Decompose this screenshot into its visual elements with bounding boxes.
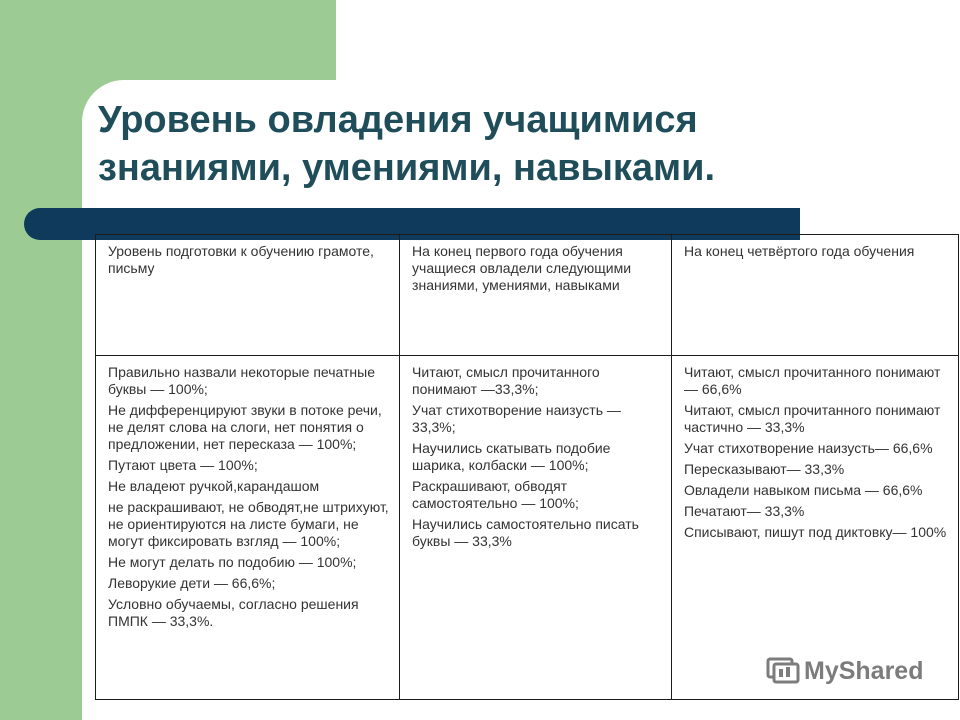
list-item: Пересказывают— 33,3% [683, 461, 845, 477]
list-item: Леворукие дети — 66,6%; [108, 575, 276, 591]
list-item: Не дифференцируют звуки в потоке речи, не делят слова на слоги, нет понятия о предложении, нет пересказа — 100%; [108, 402, 382, 452]
table-body-row [96, 356, 959, 700]
list-item: Списывают, пишут под диктовку— 100% [683, 524, 947, 540]
list-item: Раскрашивают, обводят самостоятельно — 100%; [412, 478, 579, 511]
list-item: Не владеют ручкой,карандашом [108, 478, 320, 494]
cell-fourth-year [671, 356, 958, 700]
list-item: Условно обучаемы, согласно решения ПМПК — 33,3%. [108, 596, 359, 629]
list-item: Читают, смысл прочитанного понимают —33,3%; [412, 364, 600, 397]
cell-preparation [96, 356, 400, 700]
slide-title [98, 96, 938, 192]
list-item: Печатают— 33,3% [683, 503, 805, 519]
header-cell-fourth-year: На конец четвёртого года обучения [671, 235, 958, 356]
watermark-text: MyShared [804, 656, 924, 685]
slide-title-line-2: знаниями, умениями, навыками. [98, 147, 716, 189]
list-item: Учат стихотворение наизусть — 33,3%; [412, 402, 621, 435]
table-header-row [96, 235, 959, 356]
list-item: Научились самостоятельно писать буквы — 33,3% [412, 516, 639, 549]
list-item: Учат стихотворение наизусть— 66,6% [683, 440, 933, 456]
cell-first-year [400, 356, 672, 700]
list-item: Овладели навыком письма — 66,6% [683, 482, 923, 498]
list-item: не раскрашивают, не обводят,не штрихуют, не ориентируются на листе бумаги, не могут фиксировать взгляд — 100%; [108, 499, 389, 549]
list-item: Читают, смысл прочитанного понимают— 66,6% [683, 364, 941, 397]
myshared-watermark [766, 656, 923, 686]
list-item: Не могут делать по подобию — 100%; [108, 554, 357, 570]
header-cell-preparation: Уровень подготовки к обучению грамоте, письму [96, 235, 400, 356]
skills-table [95, 234, 959, 700]
list-item: Читают, смысл прочитанного понимают частично — 33,3% [683, 402, 941, 435]
myshared-logo-icon [766, 656, 800, 686]
list-item: Путают цвета — 100%; [108, 457, 258, 473]
slide-title-line-1: Уровень овладения учащимися [98, 99, 698, 141]
header-cell-first-year: На конец первого года обучения учащиеся овладели следующими знаниями, умениями, навыками [400, 235, 672, 356]
list-item: Научились скатывать подобие шарика, колбаски — 100%; [412, 440, 611, 473]
list-item: Правильно назвали некоторые печатные буквы — 100%; [108, 364, 375, 397]
